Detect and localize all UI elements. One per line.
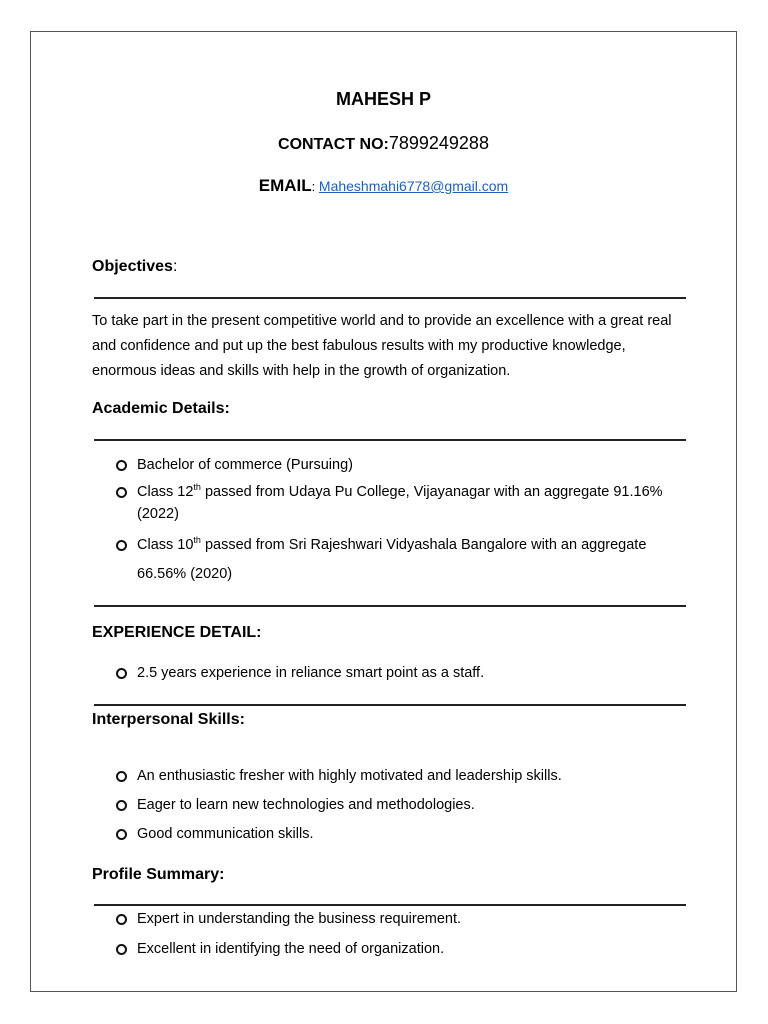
list-item: Class 10th passed from Sri Rajeshwari Vidyashala Bangalore with an aggregate 66.56% (2020): [116, 531, 676, 589]
profile-heading: Profile Summary:: [92, 866, 225, 883]
list-item: Good communication skills.: [116, 823, 676, 845]
experience-heading: EXPERIENCE DETAIL:: [92, 624, 262, 641]
interpersonal-heading: Interpersonal Skills:: [92, 711, 245, 728]
circle-bullet-icon: [116, 914, 127, 925]
divider: [94, 704, 686, 706]
contact-line: CONTACT NO:7899249288: [278, 133, 489, 153]
list-item: Expert in understanding the business requirement.: [116, 908, 676, 930]
divider: [94, 605, 686, 607]
contact-label: CONTACT NO: [278, 136, 384, 153]
list-item: Excellent in identifying the need of organization.: [116, 938, 676, 960]
contact-number: 7899249288: [388, 133, 489, 153]
divider: [94, 297, 686, 299]
email-link[interactable]: Maheshmahi6778@gmail.com: [318, 178, 509, 194]
candidate-name: MAHESH P: [335, 89, 431, 109]
profile-list: [116, 908, 676, 960]
interpersonal-list: [116, 765, 676, 845]
circle-bullet-icon: [116, 771, 127, 782]
email-label: EMAIL: [258, 176, 312, 195]
circle-bullet-icon: [116, 944, 127, 955]
email-line: EMAIL: Maheshmahi6778@gmail.com: [258, 176, 509, 195]
list-item: Bachelor of commerce (Pursuing): [116, 454, 676, 476]
experience-list: [116, 662, 676, 684]
resume-page: [30, 31, 737, 992]
academic-heading: Academic Details:: [92, 400, 230, 417]
circle-bullet-icon: [116, 540, 127, 551]
list-item: An enthusiastic fresher with highly motivated and leadership skills.: [116, 765, 676, 787]
circle-bullet-icon: [116, 829, 127, 840]
circle-bullet-icon: [116, 800, 127, 811]
list-item: 2.5 years experience in reliance smart point as a staff.: [116, 662, 676, 684]
circle-bullet-icon: [116, 460, 127, 471]
divider: [94, 904, 686, 906]
objectives-text: To take part in the present competitive world and to provide an excellence with a great real and confidence and put up the best fabulous results with my productive knowledge, enormous ideas and skills with help in the growth of organization.: [92, 313, 672, 379]
objectives-heading: Objectives:: [92, 258, 178, 275]
academic-list: [116, 454, 676, 589]
list-item: Eager to learn new technologies and methodologies.: [116, 794, 676, 816]
divider: [94, 439, 686, 441]
circle-bullet-icon: [116, 487, 127, 498]
list-item: Class 12th passed from Udaya Pu College, Vijayanagar with an aggregate 91.16% (2022): [116, 481, 676, 525]
circle-bullet-icon: [116, 668, 127, 679]
